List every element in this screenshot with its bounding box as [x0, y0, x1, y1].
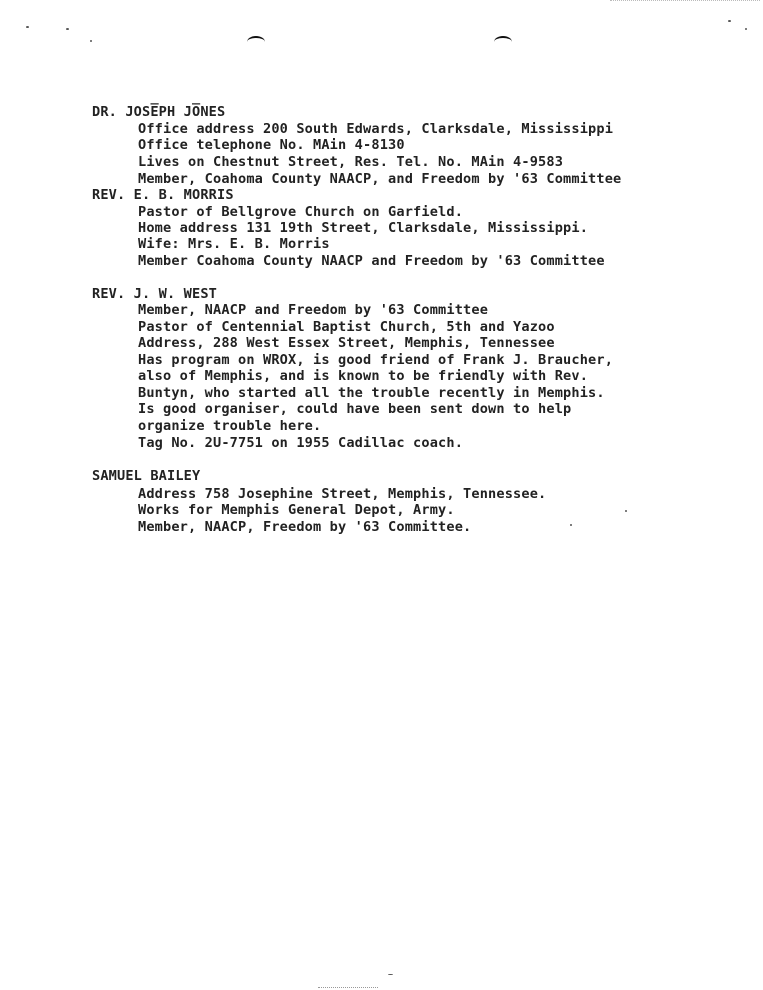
punch-mark-right: [494, 36, 512, 48]
entry-name: SAMUEL BAILEY: [92, 468, 201, 484]
entry-detail-line: Member, NAACP, Freedom by '63 Committee.: [138, 519, 472, 535]
speck: [26, 26, 29, 28]
speck: [388, 974, 393, 975]
bottom-edge-mark: [318, 987, 378, 989]
entry-detail-line: Lives on Chestnut Street, Res. Tel. No. MAin 4-9583: [138, 154, 564, 170]
entry-detail-line: Wife: Mrs. E. B. Morris: [138, 236, 330, 252]
entry-name: REV. E. B. MORRIS: [92, 187, 234, 203]
entry-detail-line: Member, Coahoma County NAACP, and Freedom by '63 Committee: [138, 171, 622, 187]
entry-detail-line: Address, 288 West Essex Street, Memphis, Tennessee: [138, 335, 555, 351]
top-edge-mark: [610, 0, 760, 3]
entry-detail-line: Home address 131 19th Street, Clarksdale, Mississippi.: [138, 220, 589, 236]
speck: [625, 510, 627, 512]
entry-detail-line: organize trouble here.: [138, 418, 322, 434]
speck: [66, 28, 69, 30]
entry-detail-line: Member Coahoma County NAACP and Freedom by '63 Committee: [138, 253, 605, 269]
entry-name: DR. JOSE̅PH JO̅NES: [92, 104, 226, 120]
entry-detail-line: Member, NAACP and Freedom by '63 Committee: [138, 302, 489, 318]
entry-detail-line: Office telephone No. MAin 4-8130: [138, 137, 405, 153]
speck: [90, 40, 92, 42]
entry-detail-line: Tag No. 2U-7751 on 1955 Cadillac coach.: [138, 435, 464, 451]
speck: [745, 28, 747, 30]
speck: [570, 524, 572, 526]
entry-detail-line: Pastor of Bellgrove Church on Garfield.: [138, 204, 464, 220]
entry-detail-line: Is good organiser, could have been sent down to help: [138, 401, 572, 417]
entry-detail-line: Works for Memphis General Depot, Army.: [138, 502, 455, 518]
entry-name: REV. J. W. WEST: [92, 286, 218, 302]
entry-detail-line: Address 758 Josephine Street, Memphis, Tennessee.: [138, 486, 547, 502]
entry-detail-line: also of Memphis, and is known to be friendly with Rev.: [138, 368, 589, 384]
entry-detail-line: Has program on WROX, is good friend of Frank J. Braucher,: [138, 352, 614, 368]
entry-detail-line: Office address 200 South Edwards, Clarksdale, Mississippi: [138, 121, 614, 137]
punch-mark-left: [247, 36, 265, 48]
speck: [728, 20, 731, 22]
entry-detail-line: Pastor of Centennial Baptist Church, 5th and Yazoo: [138, 319, 555, 335]
entry-detail-line: Buntyn, who started all the trouble recently in Memphis.: [138, 385, 605, 401]
